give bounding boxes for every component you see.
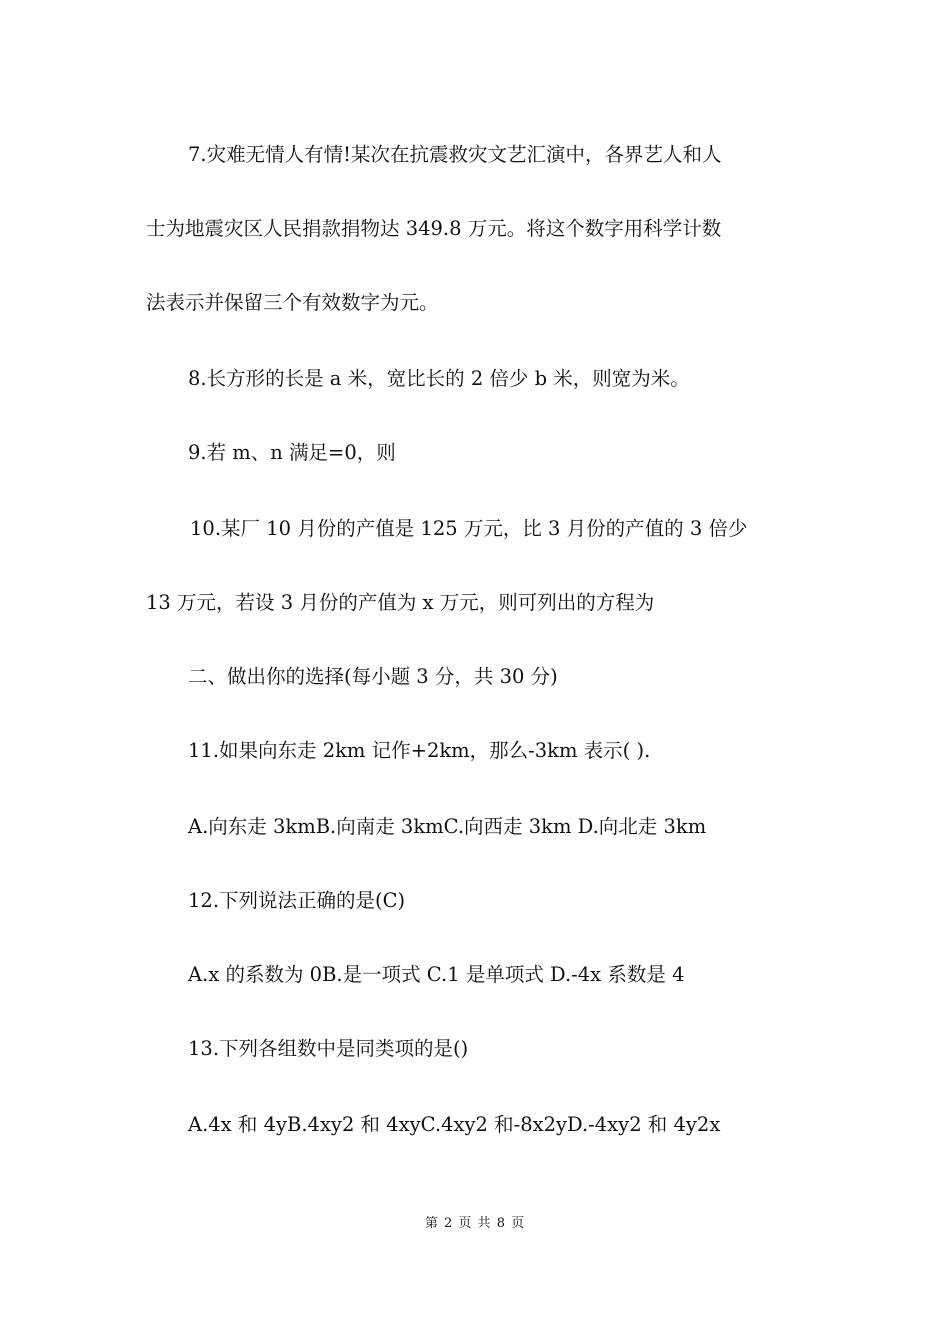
question-9: 9.若 m、n 满足=0，则 — [188, 441, 396, 464]
section-2-heading: 二、做出你的选择(每小题 3 分，共 30 分) — [188, 665, 558, 688]
question-13: 13.下列各组数中是同类项的是() — [188, 1037, 469, 1060]
question-8: 8.长方形的长是 a 米，宽比长的 2 倍少 b 米，则宽为米。 — [188, 367, 690, 390]
question-11-options: A.向东走 3kmB.向南走 3kmC.向西走 3km D.向北走 3km — [188, 815, 707, 838]
question-12: 12.下列说法正确的是(C) — [188, 889, 406, 912]
page-footer: 第 2 页 共 8 页 — [424, 1216, 526, 1231]
question-10-line-2: 13 万元，若设 3 月份的产值为 x 万元，则可列出的方程为 — [146, 591, 655, 614]
question-7-line-3: 法表示并保留三个有效数字为元。 — [146, 291, 439, 314]
question-11: 11.如果向东走 2km 记作+2km，那么-3km 表示( ). — [188, 739, 651, 762]
question-7-line-1: 7.灾难无情人有情!某次在抗震救灾文艺汇演中，各界艺人和人 — [188, 143, 722, 166]
question-12-options: A.x 的系数为 0B.是一项式 C.1 是单项式 D.-4x 系数是 4 — [188, 963, 685, 986]
question-10-line-1: 10.某厂 10 月份的产值是 125 万元，比 3 月份的产值的 3 倍少 — [190, 517, 748, 540]
question-13-options: A.4x 和 4yB.4xy2 和 4xyC.4xy2 和-8x2yD.-4xy2 和 4y2x — [188, 1113, 721, 1136]
question-7-line-2: 士为地震灾区人民捐款捐物达 349.8 万元。将这个数字用科学计数 — [146, 217, 722, 240]
